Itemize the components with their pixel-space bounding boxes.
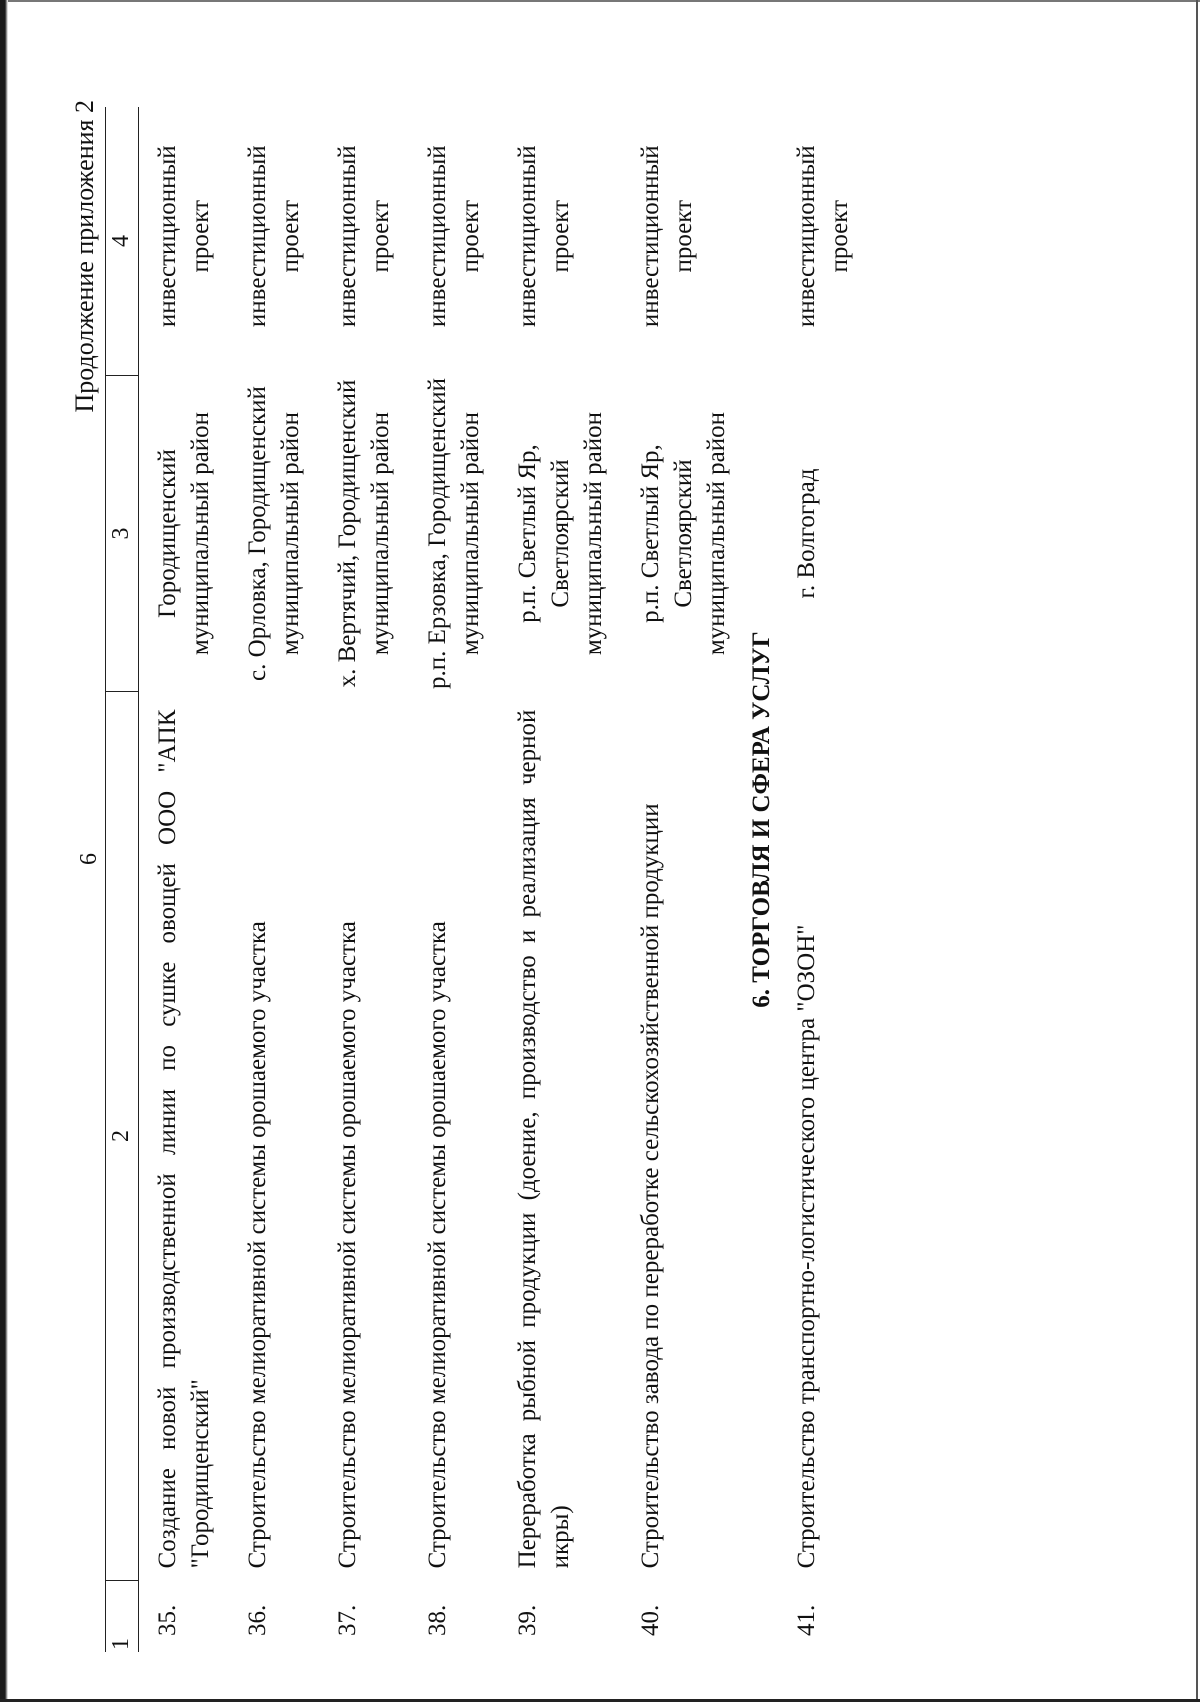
projects-table	[105, 107, 868, 1652]
row-type: инвестиционный проект	[153, 145, 214, 328]
row-number: 40.	[636, 1604, 664, 1636]
row-description: Создание новой производственной линии по сушке овощей ООО "АПК "Городищенский"	[153, 709, 214, 1569]
row-number: 35.	[153, 1604, 181, 1636]
column-header-1: 1	[106, 1580, 139, 1652]
table-row	[138, 107, 229, 1652]
column-header-3: 3	[106, 375, 139, 691]
section-title: 6. ТОРГОВЛЯ И СФЕРА УСЛУГ	[747, 631, 775, 1008]
table-row	[499, 107, 622, 1652]
section-heading-row	[745, 107, 778, 1652]
table-row	[319, 107, 409, 1652]
row-number: 38.	[423, 1604, 451, 1636]
table-row	[622, 107, 745, 1652]
row-number: 36.	[243, 1604, 271, 1636]
row-type: инвестиционный проект	[333, 145, 394, 328]
row-description: Строительство мелиоративной системы орошаемого участка	[243, 921, 271, 1569]
row-location: р.п. Светлый Яр, Светлоярский муниципальный район	[513, 412, 607, 656]
row-location: р.п. Светлый Яр, Светлоярский муниципальный район	[636, 412, 730, 656]
row-description: Переработка рыбной продукции (доение, производство и реализация черной икры)	[513, 709, 574, 1569]
row-number: 37.	[333, 1604, 361, 1636]
column-header-2: 2	[106, 692, 139, 1581]
page-number: 6	[76, 853, 102, 865]
row-number: 39.	[513, 1604, 541, 1636]
table-row	[229, 107, 319, 1652]
table-row	[778, 107, 868, 1652]
row-location: Городищенский муниципальный район	[153, 412, 214, 656]
continuation-label: Продолжение приложения 2	[70, 100, 99, 413]
row-type: инвестиционный проект	[423, 145, 484, 328]
row-location: г. Волгоград	[792, 468, 820, 599]
column-header-row	[106, 107, 139, 1652]
row-type: инвестиционный проект	[243, 145, 304, 328]
row-description: Строительство транспортно-логистического центра "ОЗОН"	[792, 924, 820, 1569]
row-location: с. Орловка, Городищенский муниципальный район	[243, 386, 304, 681]
row-description: Строительство мелиоративной системы орошаемого участка	[423, 921, 451, 1569]
row-type: инвестиционный проект	[636, 145, 697, 328]
row-description: Строительство завода по переработке сельскохозяйственной продукции	[636, 803, 664, 1569]
table-row	[409, 107, 499, 1652]
row-location: р.п. Ерзовка, Городищенский муниципальный район	[423, 378, 484, 690]
row-number: 41.	[792, 1604, 820, 1636]
row-type: инвестиционный проект	[513, 145, 574, 328]
row-description: Строительство мелиоративной системы орошаемого участка	[333, 921, 361, 1569]
row-location: х. Вертячий, Городищенский муниципальный район	[333, 379, 394, 688]
row-type: инвестиционный проект	[792, 145, 853, 328]
column-header-4: 4	[106, 107, 139, 375]
